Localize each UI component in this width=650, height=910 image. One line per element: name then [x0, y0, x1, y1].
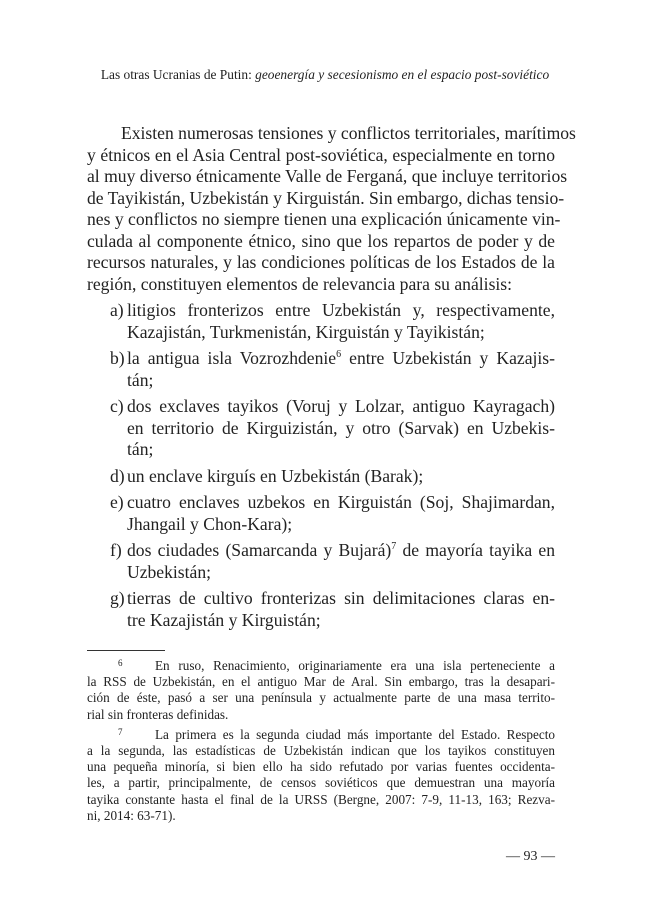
footnote-number: 6 [118, 658, 123, 668]
footnote-line: a la segunda, las estadísticas de Uzbekistán indican que los tayikos constituyen [87, 743, 555, 759]
footnote-reference[interactable]: 6 [336, 349, 342, 361]
paragraph-line: región, constituyen elementos de relevancia para su análisis: [87, 273, 513, 294]
list-item-text: entre Uzbekistán y Kazajis- [341, 348, 555, 368]
footnote-line: la RSS de Uzbekistán, en el antiguo Mar de Aral. Sin embargo, tras la desapari- [87, 674, 555, 690]
running-header [0, 66, 650, 84]
list-marker: g) [110, 588, 125, 608]
list-item-line: Jhangail y Chon-Kara); [127, 513, 293, 534]
paragraph-line: culada al componente étnico, sino que los repartos de poder y de [87, 230, 555, 251]
list-item [87, 348, 555, 391]
list-item-line: tre Kazajistán y Kirguistán; [127, 609, 321, 630]
list-item-line: cuatro enclaves uzbekos en Kirguistán (Soj, Shajimardan, [127, 492, 555, 512]
footnote-line: ción de éste, pasó a ser una península y actualmente parte de una masa territo- [87, 690, 555, 706]
list-item-text: la antigua isla Vozrozhdenie [127, 348, 337, 368]
list-item [87, 492, 555, 535]
list-item [87, 300, 555, 343]
footnote-separator [87, 650, 165, 651]
intro-paragraph [87, 123, 576, 295]
list-item-line: Kazajistán, Turkmenistán, Kirguistán y Tayikistán; [127, 321, 485, 342]
list-item [87, 540, 555, 583]
list-item-line: tán; [127, 439, 154, 459]
list-item-line [127, 348, 555, 370]
footnote-line: tayika constante hasta el final de la URSS (Bergne, 2007: 7-9, 11-13, 163; Rezva- [87, 791, 555, 807]
list-item-text: de mayoría tayika en [396, 540, 555, 560]
footnote-line [87, 658, 555, 674]
footnote-line: una pequeña minoría, si bien ello ha sido refutado por varias fuentes occidenta- [87, 759, 555, 775]
list-item-line: litigios fronterizos entre Uzbekistán y, respectivamente, [127, 300, 555, 320]
list-marker: a) [110, 300, 124, 320]
footnote-text: La primera es la segunda ciudad más importante del Estado. Respecto [155, 726, 555, 742]
footnote-text: En ruso, Renacimiento, originariamente era una isla perteneciente a [155, 658, 555, 673]
footnote-line: ni, 2014: 63-71). [87, 807, 176, 823]
running-header-subtitle: geoenergía y secesionismo en el espacio post-soviético [255, 67, 550, 82]
paragraph-line: y étnicos en el Asia Central post-soviética, especialmente en torno [87, 144, 555, 165]
list-item-line: Uzbekistán; [127, 561, 212, 582]
footnote-line [87, 727, 555, 743]
list-item-text: dos ciudades (Samarcanda y Bujará) [127, 540, 392, 560]
list-marker: b) [110, 348, 125, 368]
paragraph-line: de Tayikistán, Uzbekistán y Kirguistán. Sin embargo, dichas tensio- [87, 187, 565, 208]
list-marker: d) [110, 465, 125, 486]
body-text [87, 123, 576, 636]
list-item-line: tán; [127, 369, 154, 390]
footnote [87, 658, 555, 723]
list-item-line: tierras de cultivo fronterizas sin delimitaciones claras en- [127, 588, 555, 608]
list-marker: c) [110, 396, 124, 416]
footnote-reference[interactable]: 7 [391, 541, 397, 553]
conflicts-list [87, 300, 555, 631]
list-item-line: en territorio de Kirguizistán, y otro (Sarvak) en Uzbekis- [127, 417, 555, 438]
paragraph-line: nes y conflictos no siempre tienen una explicación únicamente vin- [87, 209, 561, 229]
list-item-line: dos exclaves tayikos (Voruj y Lolzar, antiguo Kayragach) [127, 396, 555, 416]
list-item [87, 588, 555, 631]
footnotes [87, 658, 555, 828]
footnote [87, 727, 555, 824]
list-item [87, 396, 555, 461]
page-number: — 93 — [506, 849, 555, 864]
list-item [87, 466, 555, 488]
footnote-number: 7 [118, 726, 123, 737]
paragraph-line: Existen numerosas tensiones y conflictos territoriales, marítimos [121, 123, 576, 143]
paragraph-line: al muy diverso étnicamente Valle de Ferganá, que incluye territorios [87, 166, 568, 186]
footnote-line: les, a partir, principalmente, de censos soviéticos que demuestran una mayoría [87, 775, 555, 791]
list-item-line [127, 540, 555, 562]
list-marker: f) [110, 540, 122, 560]
running-header-title: Las otras Ucranias de Putin: [100, 67, 256, 82]
list-marker: e) [110, 492, 124, 512]
list-item-line: un enclave kirguís en Uzbekistán (Barak); [127, 465, 424, 486]
paragraph-line: recursos naturales, y las condiciones políticas de los Estados de la [87, 252, 555, 272]
footnote-line: rial sin fronteras definidas. [87, 706, 229, 722]
